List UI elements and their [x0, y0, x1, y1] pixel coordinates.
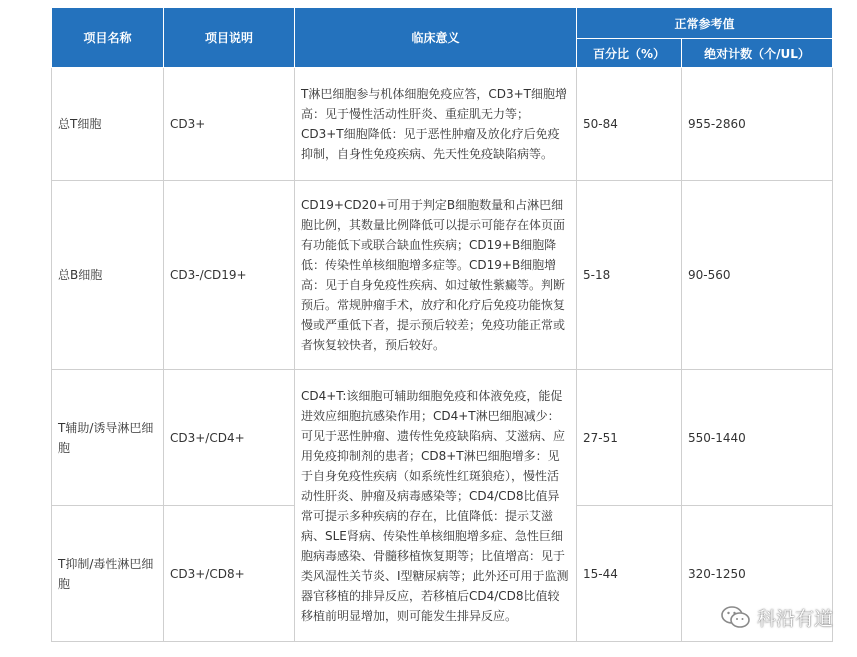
item-marker: CD3+ [164, 68, 295, 181]
percent-range: 27-51 [577, 370, 682, 506]
clinical-meaning: T淋巴细胞参与机体细胞免疫应答，CD3+T细胞增高：见于慢性活动性肝炎、重症肌无力等；CD3+T细胞降低：见于恶性肿瘤及放化疗后免疫抑制，自身性免疫疾病、先天性免疫缺陷病等。 [295, 68, 577, 181]
absolute-range: 955-2860 [682, 68, 833, 181]
absolute-range: 90-560 [682, 181, 833, 370]
item-name: 总T细胞 [52, 68, 164, 181]
item-marker: CD3-/CD19+ [164, 181, 295, 370]
percent-range: 5-18 [577, 181, 682, 370]
header-absolute: 绝对计数（个/UL） [682, 39, 833, 68]
percent-range: 50-84 [577, 68, 682, 181]
item-marker: CD3+/CD8+ [164, 506, 295, 642]
wechat-icon [721, 605, 751, 631]
table-row [52, 68, 833, 181]
header-percent: 百分比（%） [577, 39, 682, 68]
table-row [52, 181, 833, 370]
lymphocyte-reference-table [51, 7, 833, 642]
header-clinical: 临床意义 [295, 8, 577, 68]
table-row [52, 370, 833, 506]
clinical-meaning: CD19+CD20+可用于判定B细胞数量和占淋巴细胞比例，其数量比例降低可以提示可能存在体页面有功能低下或联合缺血性疾病；CD19+B细胞降低：传染性单核细胞增多症等。CD19+B细胞增高：见于自身免疫性疾病、如过敏性紫癜等。判断预后。常规肿瘤手术，放疗和化疗后免疫功能恢复慢或严重低下者，提示预后较差；免疫功能正常或者恢复较快者，预后较好。 [295, 181, 577, 370]
header-reference: 正常参考值 [577, 8, 833, 39]
absolute-range: 320-1250 [682, 506, 833, 642]
watermark-text: 科沿有道 [756, 608, 833, 630]
header-item-desc: 项目说明 [164, 8, 295, 68]
absolute-range: 550-1440 [682, 370, 833, 506]
item-marker: CD3+/CD4+ [164, 370, 295, 506]
item-name: T辅助/诱导淋巴细胞 [52, 370, 164, 506]
watermark [721, 604, 833, 631]
clinical-meaning-merged: CD4+T:该细胞可辅助细胞免疫和体液免疫，能促进效应细胞抗感染作用；CD4+T淋巴细胞减少：可见于恶性肿瘤、遗传性免疫缺陷病、艾滋病、应用免疫抑制剂的患者；CD8+T淋巴细胞增多：见于自身免疫性疾病（如系统性红斑狼疮），慢性活动性肝炎、肿瘤及病毒感染等；CD4/CD8比值异常可提示多种疾病的存在，比值降低：提示艾滋病、SLE肾病、传染性单核细胞增多症、急性巨细胞病毒感染、骨髓移植恢复期等；比值增高：见于类风湿性关节炎、I型糖尿病等；此外还可用于监测器官移植的排异反应，若移植后CD4/CD8比值较移植前明显增加，则可能发生排异反应。 [295, 370, 577, 642]
item-name: 总B细胞 [52, 181, 164, 370]
item-name: T抑制/毒性淋巴细胞 [52, 506, 164, 642]
percent-range: 15-44 [577, 506, 682, 642]
header-item-name: 项目名称 [52, 8, 164, 68]
